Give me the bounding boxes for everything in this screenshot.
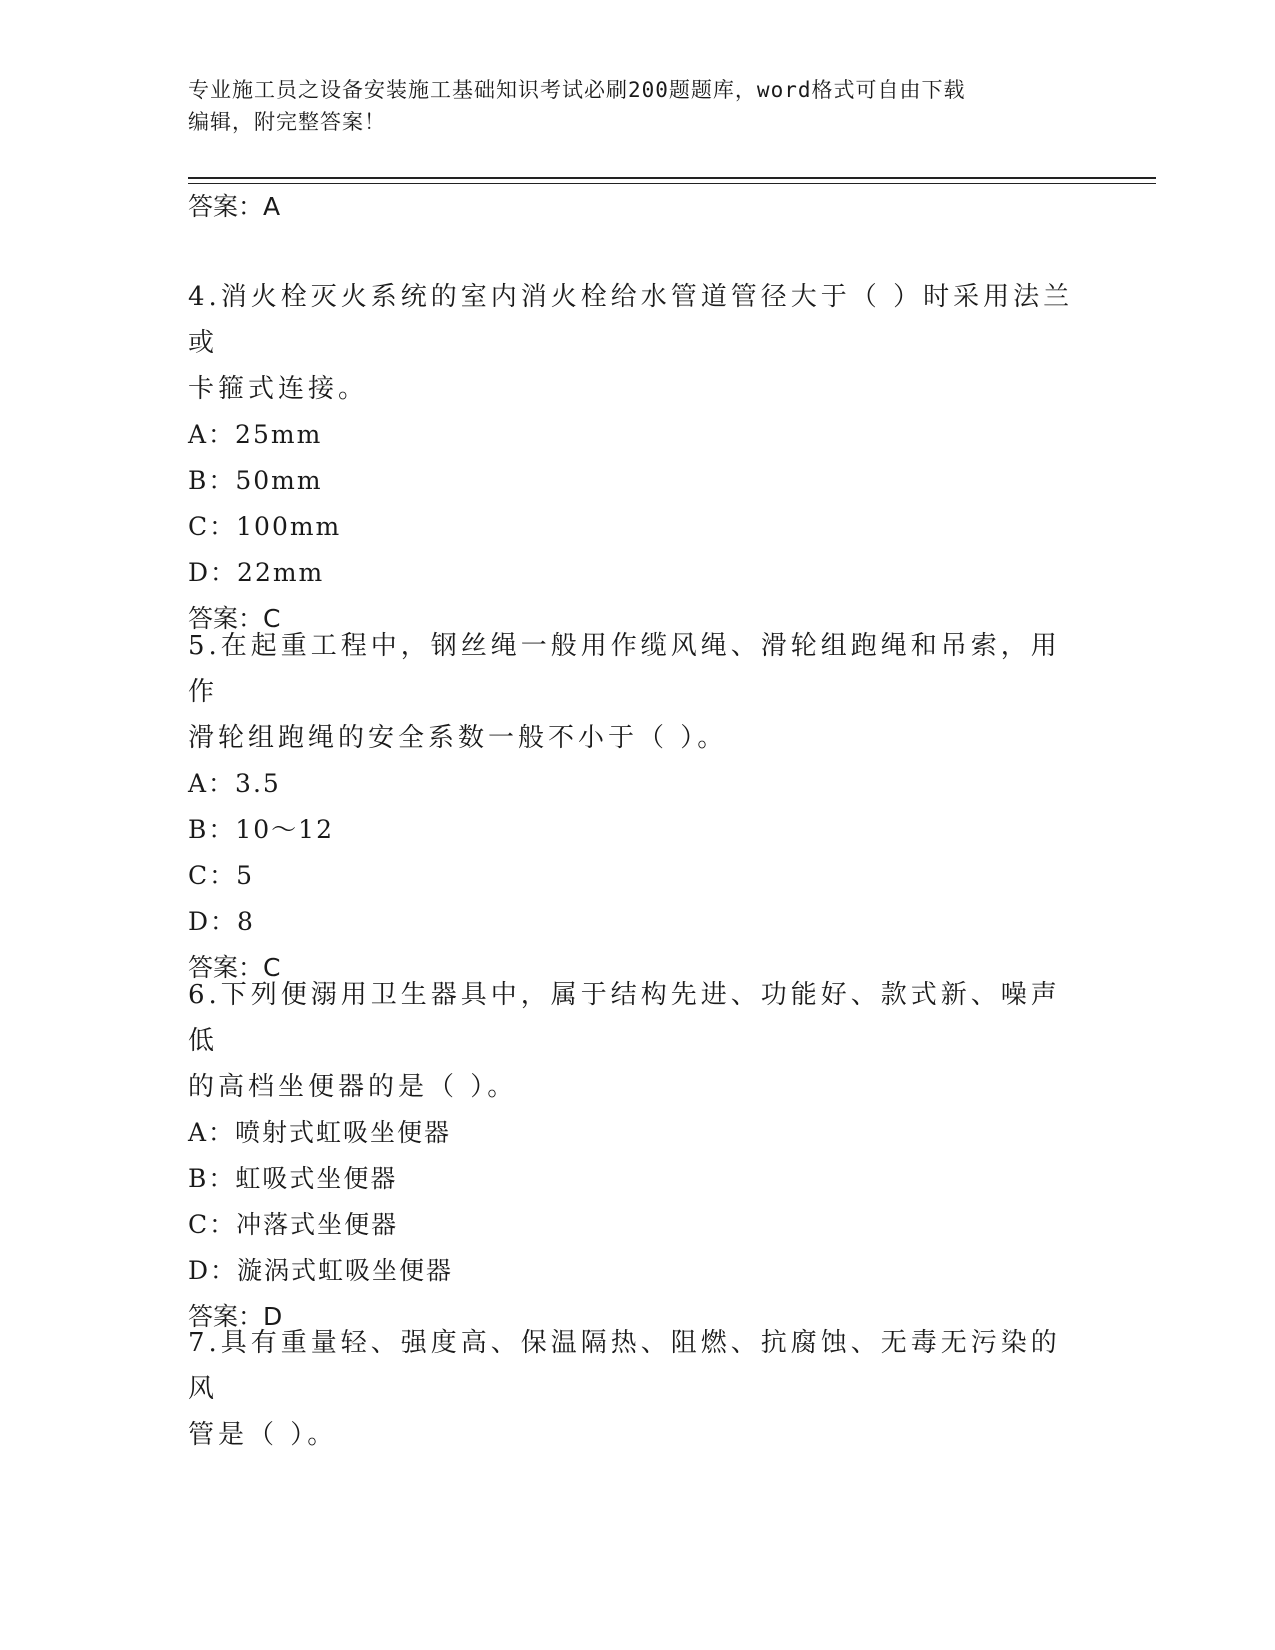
header-divider-thick — [188, 177, 1156, 179]
option-b: B：10～12 — [188, 815, 334, 844]
answer-label: 答案：C — [188, 953, 281, 982]
header-line-1: 专业施工员之设备安装施工基础知识考试必刷200题题库，word格式可自由下载 — [188, 78, 966, 102]
question-block-7 — [188, 1320, 1088, 1458]
question-text-line-1: 7.具有重量轻、强度高、保温隔热、阻燃、抗腐蚀、无毒无污染的风 — [188, 1328, 1061, 1404]
previous-answer-block — [188, 184, 1088, 230]
answer-label: 答案：D — [188, 1302, 283, 1331]
question-text-line-1: 4.消火栓灭火系统的室内消火栓给水管道管径大于（ ）时采用法兰或 — [188, 282, 1074, 358]
option-d: D：8 — [188, 907, 255, 936]
question-text-line-1: 5.在起重工程中，钢丝绳一般用作缆风绳、滑轮组跑绳和吊索，用作 — [188, 631, 1061, 707]
option-d: D：漩涡式虹吸坐便器 — [188, 1256, 454, 1285]
question-block-6 — [188, 972, 1088, 1340]
document-header — [188, 74, 1078, 138]
question-text-line-2: 滑轮组跑绳的安全系数一般不小于（ ）。 — [188, 723, 728, 753]
question-block-4 — [188, 274, 1088, 642]
question-block-5 — [188, 623, 1088, 991]
option-a: A：25mm — [188, 420, 323, 449]
option-c: C：100mm — [188, 512, 342, 541]
answer-label: 答案：A — [188, 192, 281, 221]
question-text-line-2: 卡箍式连接。 — [188, 374, 369, 404]
option-c: C：冲落式坐便器 — [188, 1210, 399, 1239]
option-c: C：5 — [188, 861, 255, 890]
option-b: B：50mm — [188, 466, 323, 495]
header-line-2: 编辑，附完整答案！ — [188, 110, 386, 134]
option-d: D：22mm — [188, 558, 325, 587]
question-text-line-2: 管是（ ）。 — [188, 1420, 338, 1450]
question-text-line-1: 6.下列便溺用卫生器具中，属于结构先进、功能好、款式新、噪声低 — [188, 980, 1061, 1056]
question-text-line-2: 的高档坐便器的是（ ）。 — [188, 1072, 518, 1102]
option-b: B：虹吸式坐便器 — [188, 1164, 398, 1193]
answer-label: 答案：C — [188, 604, 281, 633]
option-a: A：喷射式虹吸坐便器 — [188, 1118, 452, 1147]
option-a: A：3.5 — [188, 769, 281, 798]
